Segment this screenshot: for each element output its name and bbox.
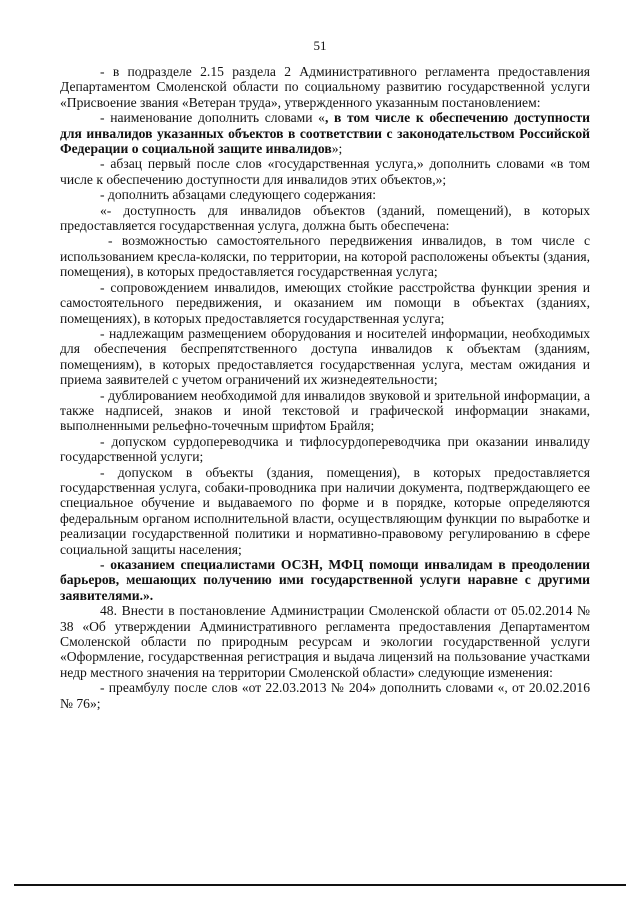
- paragraph: - допуском сурдопереводчика и тифлосурдопереводчика при оказании инвалиду государственной услуги;: [60, 433, 590, 465]
- paragraph: - в подразделе 2.15 раздела 2 Административного регламента предоставления Департаментом Смоленской области по социальному развитию государственной услуги «Присвоение звания «Ветеран труда», утвержденного указанным постановлением:: [60, 64, 590, 110]
- paragraph: - дублированием необходимой для инвалидов звуковой и зрительной информации, а также надписей, знаков и иной текстовой и графической информации знаками, выполненными рельефно-точечным шрифтом Брайля;: [60, 387, 590, 434]
- paragraph: - допуском в объекты (здания, помещения), в которых предоставляется государственная услуга, собаки-проводника при наличии документа, подтверждающего ее специальное обучение и выдаваемого по форме и в порядке, которые определяются федеральным органом исполнительной власти, осуществляющим функции по выработке и реализации государственной политики и нормативно-правовому регулированию в сфере социальной защиты населения;: [60, 464, 590, 557]
- text-plain: »;: [331, 141, 343, 157]
- text-bold: , в том числе к обеспечению доступности для инвалидов указанных объектов в соответствии с законодательством Российской Федерации о социальной защите инвалидов: [60, 110, 590, 157]
- paragraph: - преамбулу после слов «от 22.03.2013 № 204» дополнить словами «, от 20.02.2016 № 76»;: [60, 680, 590, 711]
- bottom-rule: [14, 884, 626, 886]
- paragraph: 48. Внести в постановление Администрации Смоленской области от 05.02.2014 № 38 «Об утверждении Административного регламента предоставления Департаментом Смоленской области по природным ресурсам и экологии государственной услуги «Оформление, государственная регистрация и выдача лицензий на пользование участками недр местного значения на территории Смоленской области» следующие изменения:: [60, 603, 590, 680]
- paragraph: - оказанием специалистами ОСЗН, МФЦ помощи инвалидам в преодолении барьеров, мешающих получению ими государственной услуги наравне с другими заявителями.».: [60, 557, 590, 603]
- paragraph: - абзац первый после слов «государственная услуга,» дополнить словами «в том числе к обеспечению доступности для инвалидов этих объектов,»;: [60, 156, 590, 187]
- paragraph: [60, 110, 590, 156]
- document-body: [60, 64, 590, 711]
- paragraph: - сопровождением инвалидов, имеющих стойкие расстройства функции зрения и самостоятельного передвижения, и оказанием им помощи в объектах (зданиях, помещениях), в которых предоставляется государственная услуга;: [60, 279, 590, 326]
- page-number: 51: [313, 38, 327, 53]
- text-plain: - наименование дополнить словами «: [100, 110, 325, 126]
- paragraph: - дополнить абзацами следующего содержания:: [100, 187, 377, 203]
- paragraph: «- доступность для инвалидов объектов (зданий, помещений), в которых предоставляется государственная услуга, должна быть обеспечена:: [60, 202, 590, 234]
- paragraph: - надлежащим размещением оборудования и носителей информации, необходимых для обеспечения беспрепятственного доступа инвалидов к объектам (зданиям, помещениям), в которых предоставляется государственная услуга, местам ожидания и приема заявителей с учетом ограничений их жизнедеятельности;: [60, 325, 590, 388]
- paragraph: - возможностью самостоятельного передвижения инвалидов, в том числе с использованием кресла-коляски, по территории, на которой расположены объекты (здания, помещения), в которых предоставляется государственная услуга;: [60, 233, 590, 280]
